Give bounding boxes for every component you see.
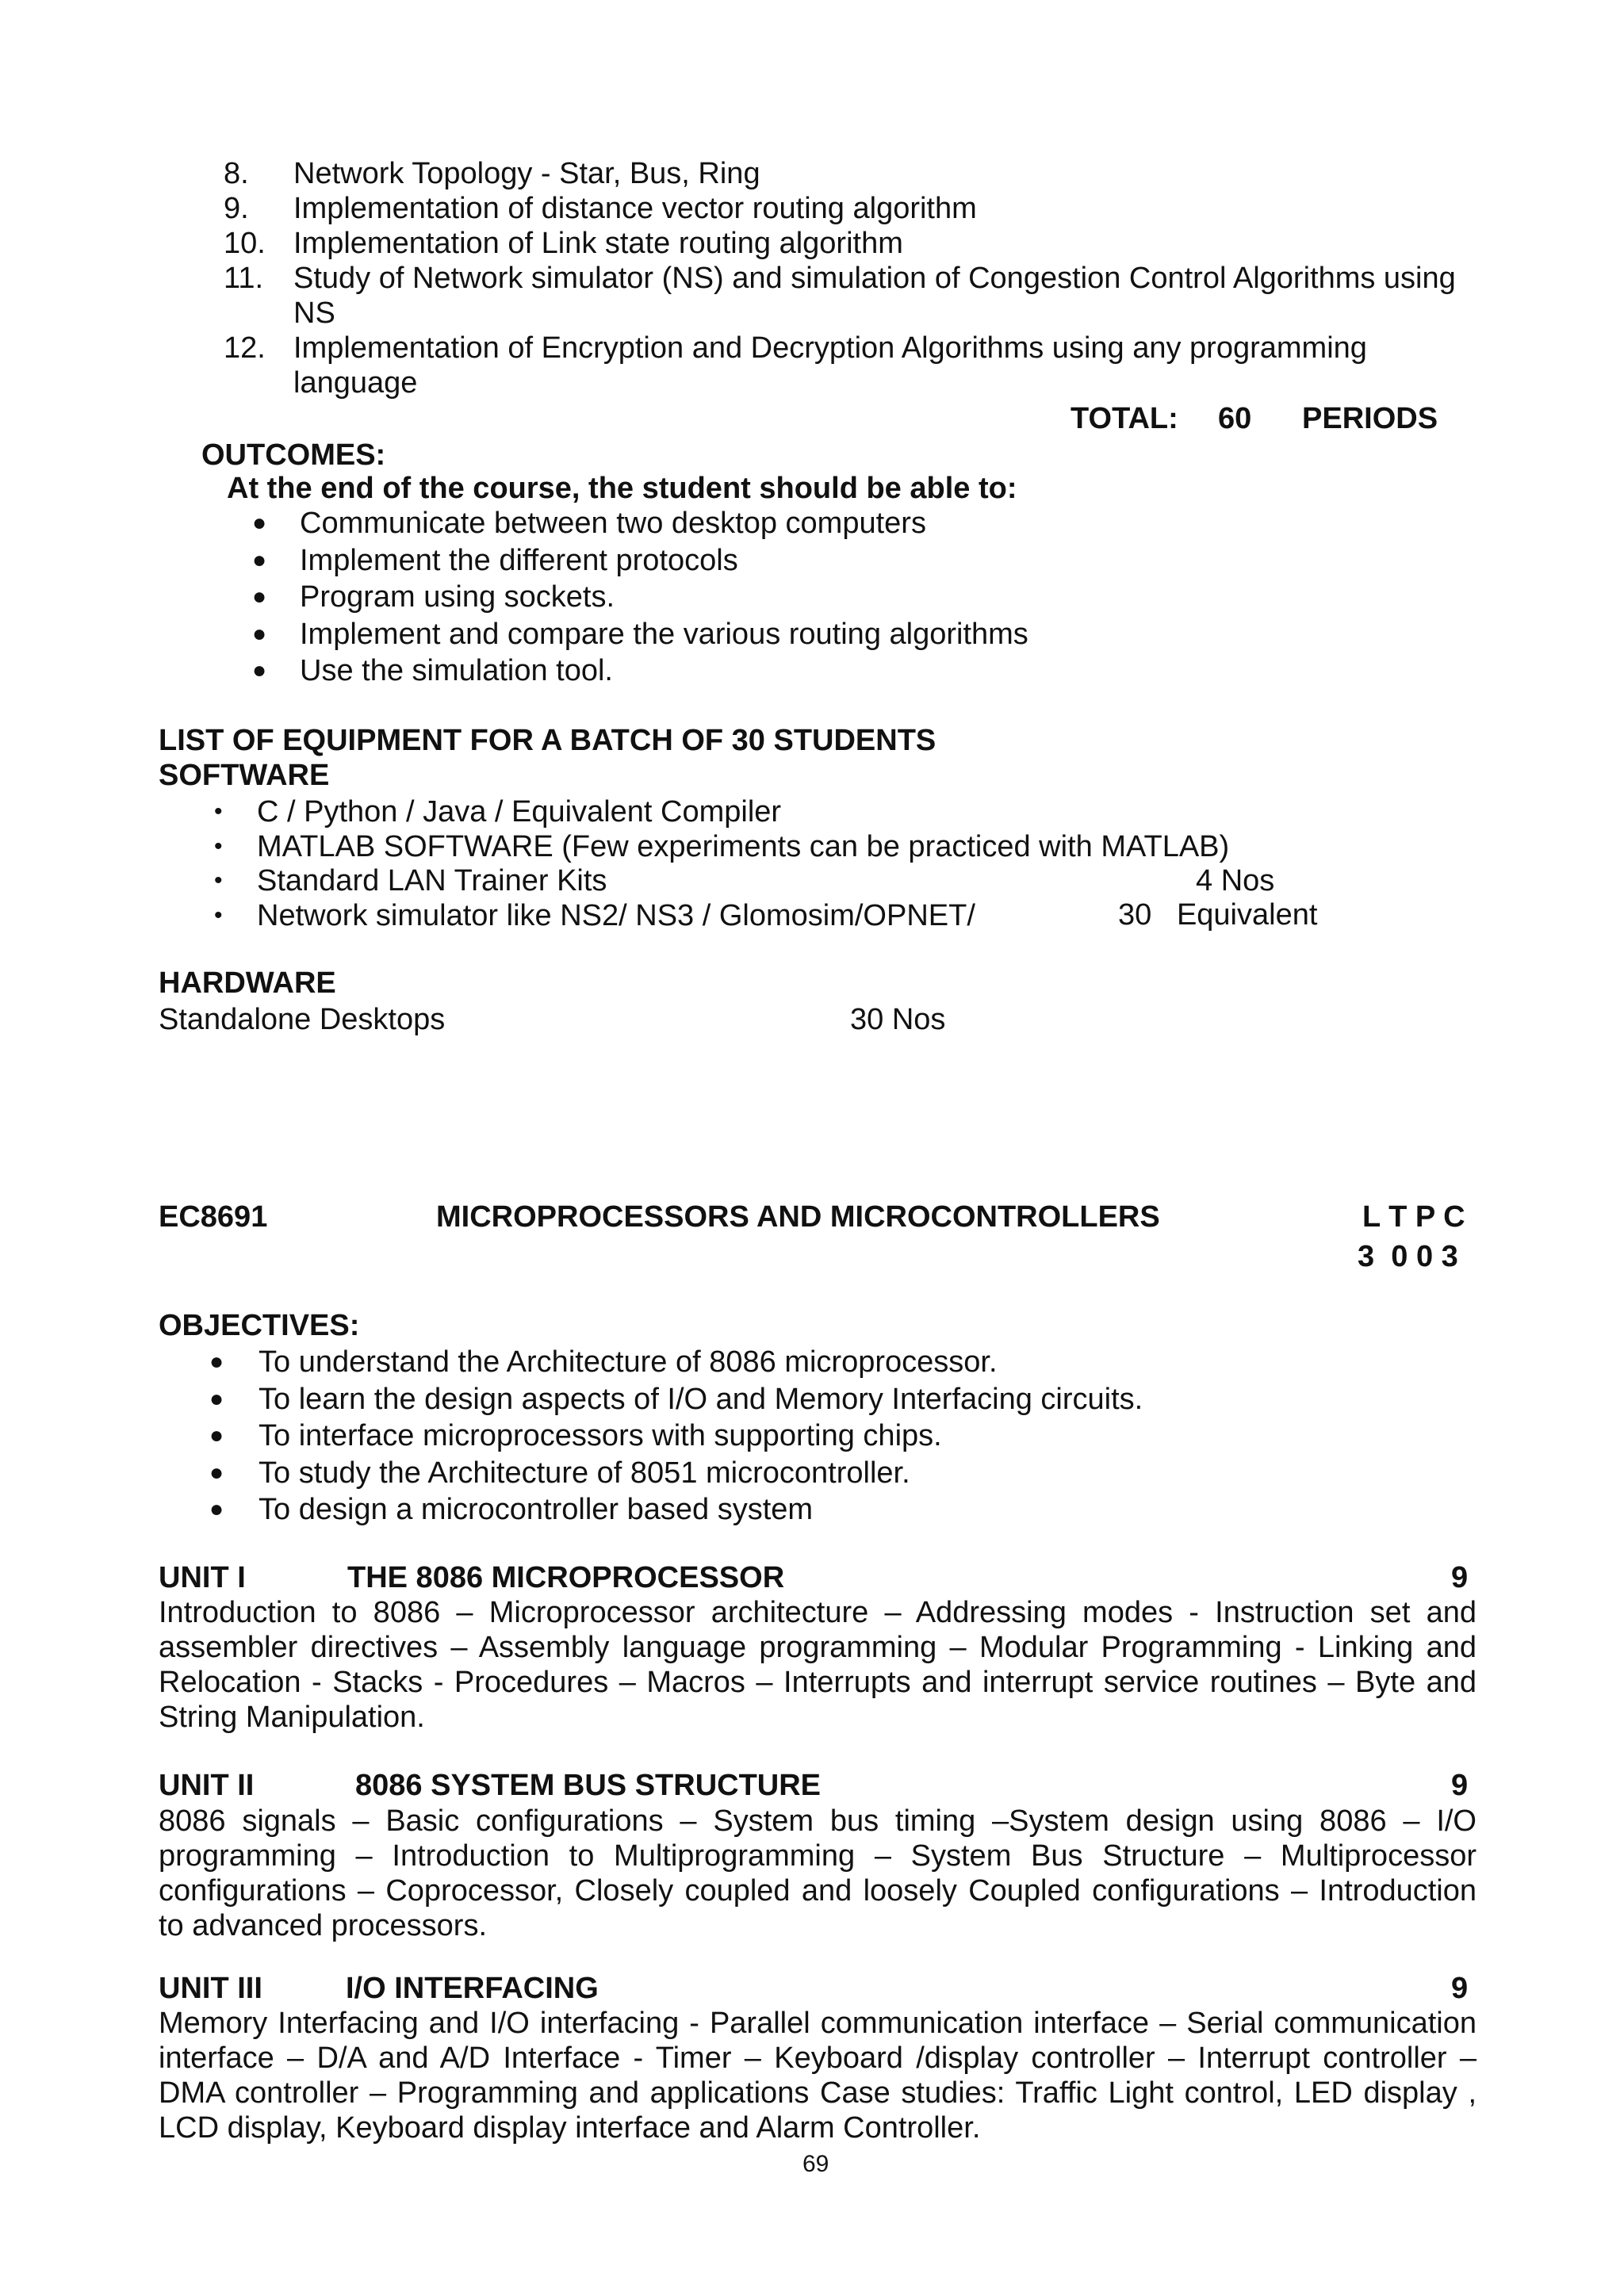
course-code: EC8691 (159, 1200, 268, 1234)
list-item (224, 331, 1461, 400)
list-item-text: Implement the different protocols (300, 543, 738, 577)
bullet-icon: • (214, 901, 223, 928)
list-item-number: 8. (224, 157, 249, 190)
list-item-text: Implementation of distance vector routing algorithm (293, 192, 977, 225)
list-item (214, 829, 1229, 864)
bullet-icon: ● (252, 584, 267, 610)
list-item (214, 863, 1229, 898)
list-item-text: Program using sockets. (300, 580, 615, 614)
list-item-text: To interface microprocessors with supporting chips. (259, 1419, 942, 1452)
bullet-icon: ● (209, 1385, 224, 1412)
list-item-text: To design a microcontroller based system (259, 1493, 814, 1526)
list-item (252, 617, 1028, 654)
list-item-text: Communicate between two desktop computers (300, 507, 926, 540)
bullet-icon: ● (252, 510, 267, 536)
list-item-text: Network Topology - Star, Bus, Ring (293, 157, 760, 190)
list-item (252, 543, 1028, 580)
software-heading: SOFTWARE (159, 759, 330, 792)
list-item (224, 156, 1461, 191)
list-item-text: Network simulator like NS2/ NS3 / Glomosim/OPNET/ (257, 898, 975, 932)
outcomes-list (252, 506, 1028, 691)
list-item-text: C / Python / Java / Equivalent Compiler (257, 795, 782, 828)
unit-hours: 9 (1451, 1972, 1469, 2005)
list-item (252, 506, 1028, 543)
bullet-icon: ● (252, 620, 267, 647)
page-number: 69 (802, 2151, 829, 2177)
bullet-icon: ● (209, 1496, 224, 1522)
bullet-icon: ● (209, 1422, 224, 1448)
bullet-icon: • (214, 867, 223, 894)
list-item (209, 1382, 1143, 1419)
objectives-list (209, 1345, 1143, 1529)
list-item (224, 226, 1461, 261)
list-item-text: Implement and compare the various routing algorithms (300, 617, 1028, 651)
unit-label: UNIT I (159, 1561, 246, 1594)
list-item-number: 12. (224, 331, 266, 365)
unit-hours: 9 (1451, 1769, 1469, 1802)
unit-hours: 9 (1451, 1561, 1469, 1594)
list-item-text: Implementation of Encryption and Decryption Algorithms using any programming language (293, 331, 1367, 400)
bullet-icon: ● (209, 1349, 224, 1375)
list-item-text: To understand the Architecture of 8086 microprocessor. (259, 1345, 998, 1379)
ltpc-label: L T P C (1362, 1200, 1465, 1234)
list-item (224, 191, 1461, 226)
list-item (214, 898, 1229, 933)
software-qty: 4 Nos (1196, 864, 1275, 897)
bullet-icon: ● (209, 1459, 224, 1486)
objectives-heading: OBJECTIVES: (159, 1309, 360, 1342)
list-item (252, 580, 1028, 617)
bullet-icon: ● (252, 546, 267, 573)
ltpc-values: 3 0 0 3 (1358, 1240, 1458, 1273)
list-item-text: Use the simulation tool. (300, 654, 613, 687)
lab-experiment-list (224, 156, 1461, 400)
total-label: TOTAL: (1071, 402, 1178, 435)
unit-title: I/O INTERFACING (346, 1972, 599, 2005)
software-list (214, 794, 1229, 932)
unit-description: Memory Interfacing and I/O interfacing - Parallel communication interface – Serial communication interface – D/A and A/D Interface - Timer – Keyboard /display controller – Interrupt controller – DMA controller – Programming and applications Case studies: Traffic Light control, LED display , LCD display, Keyboard display interface and Alarm Controller. (159, 2007, 1477, 2145)
list-item-text: To learn the design aspects of I/O and Memory Interfacing circuits. (259, 1382, 1143, 1416)
unit-title: 8086 SYSTEM BUS STRUCTURE (355, 1769, 822, 1802)
list-item (209, 1345, 1143, 1382)
unit-label: UNIT III (159, 1972, 262, 2005)
bullet-icon: ● (252, 657, 267, 683)
list-item (214, 794, 1229, 829)
list-item-text: To study the Architecture of 8051 microcontroller. (259, 1456, 910, 1490)
list-item (252, 653, 1028, 691)
list-item-number: 9. (224, 192, 249, 225)
outcomes-intro: At the end of the course, the student should be able to: (227, 472, 1017, 505)
hardware-heading: HARDWARE (159, 966, 336, 1000)
list-item-text: Standard LAN Trainer Kits (257, 864, 607, 897)
total-value: 60 (1218, 402, 1252, 435)
equipment-heading: LIST OF EQUIPMENT FOR A BATCH OF 30 STUDENTS (159, 724, 936, 757)
software-qty: 30 Equivalent (1118, 898, 1318, 932)
course-title: MICROPROCESSORS AND MICROCONTROLLERS (436, 1200, 1160, 1234)
list-item-text: Implementation of Link state routing algorithm (293, 227, 903, 260)
list-item-text: Study of Network simulator (NS) and simulation of Congestion Control Algorithms using NS (293, 262, 1456, 330)
bullet-icon: • (214, 832, 223, 859)
unit-label: UNIT II (159, 1769, 255, 1802)
unit-description: Introduction to 8086 – Microprocessor architecture – Addressing modes - Instruction set and assembler directives – Assembly language programming – Modular Programming - Linking and Relocation - Stacks - Procedures – Macros – Interrupts and interrupt service routines – Byte and String Manipulation. (159, 1596, 1477, 1734)
hardware-qty: 30 Nos (850, 1003, 946, 1036)
unit-description: 8086 signals – Basic configurations – System bus timing –System design using 8086 – I/O programming – Introduction to Multiprogramming – System Bus Structure – Multiprocessor configurations – Coprocessor, Closely coupled and loosely Coupled configurations – Introduction to advanced processors. (159, 1804, 1477, 1942)
outcomes-heading: OUTCOMES: (201, 438, 386, 472)
unit-title: THE 8086 MICROPROCESSOR (347, 1561, 785, 1594)
bullet-icon: • (214, 798, 223, 825)
list-item-number: 11. (224, 262, 264, 295)
list-item-number: 10. (224, 227, 266, 260)
list-item-text: MATLAB SOFTWARE (Few experiments can be practiced with MATLAB) (257, 829, 1230, 863)
list-item (209, 1492, 1143, 1529)
hardware-item: Standalone Desktops (159, 1003, 446, 1036)
total-unit: PERIODS (1302, 402, 1438, 435)
list-item (224, 261, 1461, 331)
list-item (209, 1418, 1143, 1456)
list-item (209, 1456, 1143, 1493)
